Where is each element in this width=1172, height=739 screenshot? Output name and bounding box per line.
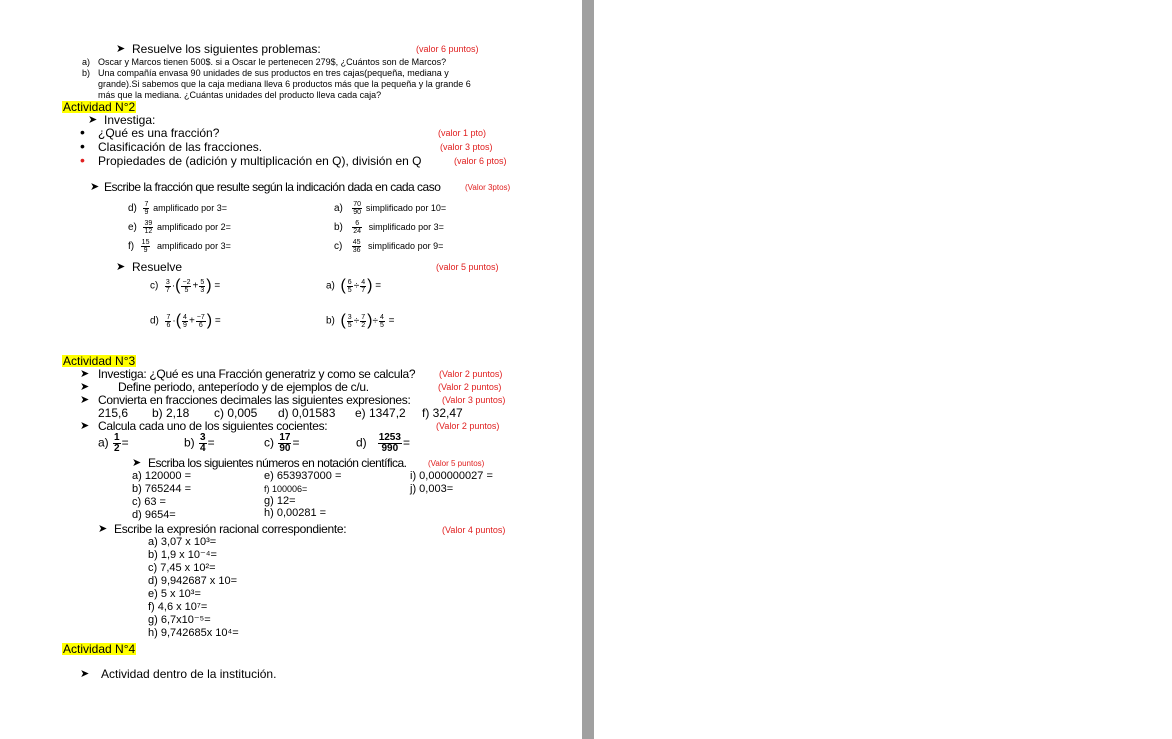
denominator: 9 [183,321,187,329]
bullet-2-value: (valor 3 ptos) [440,142,493,152]
notacion-value: (Valor 5 puntos) [428,459,485,468]
fraction [379,314,385,329]
activity-2-title: Actividad N°2 [63,100,136,114]
problem-b-line-1: Una compañía envasa 90 unidades de sus productos en tres cajas(pequeña, mediana y [98,68,449,78]
item-letter: a) [326,280,335,292]
act3-item-3-text: Convierta en fracciones decimales las siguientes expresiones: [98,393,411,407]
item-text: simplificado por 3= [368,222,444,233]
denominator: 5 [347,321,352,329]
numerator: 15 [141,239,150,246]
act3-item-2-value: (Valor 2 puntos) [438,382,502,392]
numerator: 70 [353,201,362,208]
numerator: 17 [279,432,291,443]
bullet-dot-icon: • [80,138,85,154]
arrow-bullet-icon: ➤ [80,420,90,432]
arrow-bullet-icon: ➤ [116,43,126,55]
sci-a: a) 120000 = [132,470,192,482]
denominator: 7 [165,286,170,294]
decimal-a: 215,6 [98,406,129,420]
problems-heading: Resuelve los siguientes problemas: [132,42,321,56]
fraction [113,433,121,454]
denominator: 3 [200,286,205,294]
sci-d: d) 9654= [132,509,176,521]
activity-3-title: Actividad N°3 [63,354,136,368]
item-letter: c) [334,241,343,253]
denominator: 24 [353,228,362,235]
investiga-label: Investiga: [104,113,156,127]
operation-a: a) ( $\frac{6}{5}$ ÷ $\frac{4}{7}$ ) = [326,277,382,294]
expr-g: g) 6,7x10⁻⁵= [148,614,211,626]
fraction [143,201,149,216]
item-text: amplificado por 2= [157,222,231,233]
fraction [360,314,366,329]
numerator: 1 [114,432,120,443]
item-text: amplificado por 3= [153,203,227,214]
arrow-bullet-icon: ➤ [80,668,90,680]
operation-b: b) ( $\frac{3}{5}$ ÷ $\frac{7}{2}$ )÷ $\frac{4}{5}$ = [326,312,395,329]
page-divider [582,0,594,739]
amplify-item-d [128,201,227,216]
activity-4-title: Actividad N°4 [63,642,136,656]
denominator: 7 [361,286,366,294]
expr-b: b) 1,9 x 10⁻⁴= [148,549,217,561]
item-letter: b) [326,315,335,327]
blank-page-area [594,0,1172,739]
numerator: 7 [144,201,149,208]
numerator: 5 [200,278,205,286]
fraction [347,314,353,329]
denominator: 5 [347,286,352,294]
fraction [181,279,191,294]
arrow-bullet-icon: ➤ [80,381,90,393]
arrow-bullet-icon: ➤ [116,261,126,273]
simplify-item-a [334,201,446,216]
denominator: 2 [114,443,120,454]
numerator: 45 [352,239,361,246]
problem-b-letter: b) [82,68,91,78]
fraction [182,314,188,329]
fraction [378,433,402,454]
denominator: 990 [381,443,399,454]
fraction [196,314,206,329]
fraction [278,433,291,454]
sci-c: c) 63 = [132,496,166,508]
item-text: simplificado por 10= [365,203,447,214]
expr-d: d) 9,942687 x 10= [148,575,237,587]
decimal-b: b) 2,18 [152,406,190,420]
cocientes-value: (Valor 2 puntos) [436,421,500,431]
decimal-f: f) 32,47 [422,406,463,420]
numerator: −2 [182,278,191,286]
arrow-bullet-icon: ➤ [80,368,90,380]
denominator: 4 [200,443,206,454]
expr-f: f) 4,6 x 10⁷= [148,601,208,613]
bullet-1-value: (valor 1 pto) [438,128,487,138]
denominator: 90 [279,443,291,454]
sci-g: g) 12= [264,495,296,507]
fraction [352,201,362,216]
item-letter: d) [356,435,367,450]
operation-c: c) $\frac{3}{7}$ ·( $\frac{-2}{5}$ + $\frac{5}{3}$ ) = [150,277,221,294]
denominator: 9 [144,209,149,216]
numerator: 7 [361,313,366,321]
act4-item-text: Actividad dentro de la institución. [101,667,277,681]
denominator: 6 [198,321,203,329]
numerator: 4 [379,313,384,321]
item-letter: a) [334,203,343,215]
numerator: 3 [347,313,352,321]
racional-value: (Valor 4 puntos) [442,525,506,535]
numerator: 7 [166,313,171,321]
fraction [165,279,171,294]
fraction [143,220,153,235]
item-letter: d) [150,315,159,327]
decimal-c: c) 0,005 [214,406,258,420]
cocientes-text: Calcula cada uno de los siguientes cocientes: [98,419,328,433]
numerator: 39 [144,220,153,227]
resuelve-label: Resuelve [132,260,183,274]
item-text: amplificado por 3= [157,241,231,252]
denominator: 90 [353,209,362,216]
item-letter: c) [264,435,274,450]
fraction [347,279,353,294]
act3-item-3-value: (Valor 3 puntos) [442,395,506,405]
amplify-item-f [128,239,231,254]
fraction [141,239,151,254]
sci-i: i) 0,000000027 = [410,470,493,482]
item-letter: b) [334,222,343,234]
problem-a-text: Oscar y Marcos tienen 500$. si a Oscar le pertenecen 279$, ¿Cuántos son de Marcos? [98,57,447,67]
problem-b-line-3: más que la mediana. ¿Cuántas unidades del producto lleva cada caja? [98,90,382,100]
sci-j: j) 0,003= [410,483,454,495]
fraction [360,279,366,294]
fraction [199,433,207,454]
act3-item-2-text: Define periodo, anteperíodo y de ejemplos de c/u. [118,380,369,394]
resuelve-value: (valor 5 puntos) [436,262,499,272]
expr-a: a) 3,07 x 10³= [148,536,217,548]
fraction [165,314,171,329]
item-letter: c) [150,280,159,292]
denominator: 2 [361,321,366,329]
denominator: 36 [352,247,361,254]
problem-a-letter: a) [82,57,91,67]
arrow-bullet-icon: ➤ [90,181,100,193]
item-letter: e) [128,222,137,234]
sci-h: h) 0,00281 = [264,507,327,519]
denominator: 12 [144,228,153,235]
denominator: 9 [143,247,148,254]
item-letter: d) [128,203,137,215]
decimal-e: e) 1347,2 [355,406,406,420]
numerator: 3 [165,278,170,286]
operation-d: d) $\frac{7}{6}$ ·( $\frac{4}{9}$ + $\frac{-7}{6}$ ) = [150,312,221,329]
numerator: −7 [196,313,205,321]
denominator: 5 [184,286,189,294]
decimal-d: d) 0,01583 [278,406,336,420]
act3-item-1-text: Investiga: ¿Qué es una Fracción generatriz y como se calcula? [98,367,416,381]
expr-h: h) 9,742685x 10⁴= [148,627,239,639]
quotient-c: c) $\frac{17}{90}$ = [264,432,300,454]
sci-f: f) 100006= [264,484,308,494]
numerator: 3 [200,432,206,443]
denominator: 5 [379,321,384,329]
item-letter: a) [98,435,109,450]
amplify-item-e [128,220,231,235]
numerator: 4 [361,278,366,286]
numerator: 6 [352,220,362,228]
arrow-bullet-icon: ➤ [80,394,90,406]
escribe-instruction: Escribe la fracción que resulte según la indicación dada en cada caso [104,180,441,194]
arrow-bullet-icon: ➤ [132,457,142,469]
problem-b-line-2: grande).Si sabemos que la caja mediana lleva 6 productos más que la pequeña y la grande 6 [98,79,471,89]
racional-text: Escribe la expresión racional correspondiente: [114,522,347,536]
expr-c: c) 7,45 x 10²= [148,562,216,574]
document-page [0,0,582,739]
problems-value: (valor 6 puntos) [416,44,479,54]
simplify-item-b [334,220,444,235]
item-letter: b) [184,435,195,450]
bullet-dot-icon: • [80,124,85,140]
bullet-3-text: Propiedades de (adición y multiplicación en Q), división en Q [98,154,422,168]
bullet-dot-icon: • [80,152,85,168]
arrow-bullet-icon: ➤ [98,523,108,535]
item-text: simplificado por 9= [368,241,444,252]
act3-item-1-value: (Valor 2 puntos) [439,369,503,379]
notacion-text: Escriba los siguientes números en notación científica. [148,456,407,470]
sci-b: b) 765244 = [132,483,192,495]
bullet-2-text: Clasificación de las fracciones. [98,140,263,154]
fraction [352,220,362,235]
item-letter: f) [128,241,135,253]
simplify-item-c [334,239,443,254]
numerator: 4 [183,313,187,321]
expr-e: e) 5 x 10³= [148,588,201,600]
numerator: 6 [347,278,352,286]
sci-e: e) 653937000 = [264,470,342,482]
denominator: 6 [166,321,171,329]
escribe-value: (Valor 3ptos) [465,183,511,192]
bullet-1-text: ¿Qué es una fracción? [98,126,220,140]
numerator: 1253 [378,432,401,443]
quotient-b: b) $\frac{3}{4}$ = [184,432,215,454]
quotient-a: a) $\frac{1}{2}$ = [98,432,129,454]
quotient-d: d) $\frac{1253}{990}$ = [356,432,410,454]
fraction [199,279,205,294]
bullet-3-value: (valor 6 ptos) [454,156,507,166]
fraction [352,239,362,254]
arrow-bullet-icon: ➤ [88,114,98,126]
